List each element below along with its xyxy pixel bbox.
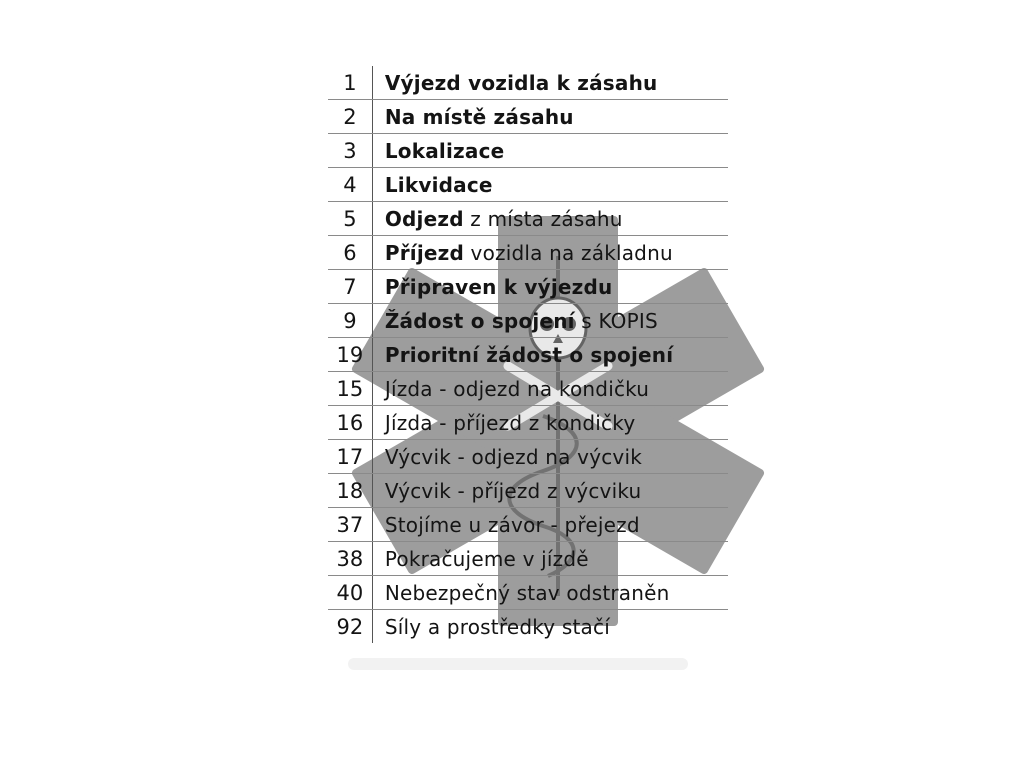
- status-code-number: 16: [328, 406, 372, 440]
- status-code-label-rest: Jízda - příjezd z kondičky: [384, 410, 636, 435]
- status-code-sheet: [328, 66, 728, 686]
- status-code-label-rest: z místa zásahu: [463, 206, 623, 231]
- status-code-number: 3: [328, 134, 372, 168]
- status-code-number: 4: [328, 168, 372, 202]
- status-code-label: [372, 236, 728, 270]
- page-shadow: [348, 658, 688, 670]
- table-row: [328, 440, 728, 474]
- status-code-number: 7: [328, 270, 372, 304]
- table-row: [328, 542, 728, 576]
- status-code-label-bold: Likvidace: [384, 172, 493, 197]
- table-row: [328, 508, 728, 542]
- status-code-number: 92: [328, 610, 372, 644]
- status-code-label-rest: Jízda - odjezd na kondičku: [384, 376, 650, 401]
- status-code-label-rest: Výcvik - příjezd z výcviku: [384, 478, 642, 503]
- status-code-label: [372, 406, 728, 440]
- status-code-label-rest: Stojíme u závor - přejezd: [384, 512, 640, 537]
- status-code-label: [372, 610, 728, 644]
- status-code-number: 40: [328, 576, 372, 610]
- status-code-number: 2: [328, 100, 372, 134]
- table-row: [328, 576, 728, 610]
- table-row: [328, 474, 728, 508]
- status-code-number: 17: [328, 440, 372, 474]
- status-code-label-bold: Lokalizace: [384, 138, 505, 163]
- status-code-label: [372, 270, 728, 304]
- status-code-number: 9: [328, 304, 372, 338]
- status-code-number: 18: [328, 474, 372, 508]
- status-code-label: [372, 202, 728, 236]
- status-code-label-rest: Výcvik - odjezd na výcvik: [384, 444, 643, 469]
- table-row: [328, 168, 728, 202]
- status-code-label-bold: Na místě zásahu: [384, 104, 574, 129]
- status-code-label: [372, 440, 728, 474]
- table-row: [328, 270, 728, 304]
- status-code-label-bold: Odjezd: [384, 206, 464, 231]
- table-row: [328, 406, 728, 440]
- status-code-label-bold: Žádost o spojení: [384, 308, 575, 333]
- status-code-label-bold: Prioritní žádost o spojení: [384, 342, 674, 367]
- status-code-number: 19: [328, 338, 372, 372]
- status-code-number: 15: [328, 372, 372, 406]
- status-code-label: [372, 168, 728, 202]
- status-code-label-rest: Nebezpečný stav odstraněn: [384, 580, 670, 605]
- status-code-label-bold: Výjezd vozidla k zásahu: [384, 70, 658, 95]
- status-code-label-rest: vozidla na základnu: [464, 240, 673, 265]
- status-code-label-bold: Příjezd: [384, 240, 464, 265]
- status-code-label: [372, 542, 728, 576]
- table-row: [328, 372, 728, 406]
- table-row: [328, 304, 728, 338]
- status-code-label-rest: Pokračujeme v jízdě: [384, 546, 589, 571]
- status-code-number: 5: [328, 202, 372, 236]
- status-code-number: 6: [328, 236, 372, 270]
- status-code-label: [372, 100, 728, 134]
- table-row: [328, 134, 728, 168]
- status-code-number: 37: [328, 508, 372, 542]
- status-code-label: [372, 134, 728, 168]
- status-code-label-rest: Síly a prostředky stačí: [384, 614, 610, 639]
- status-code-label: [372, 576, 728, 610]
- table-row: [328, 100, 728, 134]
- status-code-label: [372, 474, 728, 508]
- status-code-label: [372, 508, 728, 542]
- table-row: [328, 236, 728, 270]
- status-code-number: 38: [328, 542, 372, 576]
- status-code-label: [372, 66, 728, 100]
- table-row: [328, 610, 728, 644]
- status-code-label: [372, 372, 728, 406]
- status-code-label-bold: Připraven k výjezdu: [384, 274, 613, 299]
- status-code-label: [372, 304, 728, 338]
- table-row: [328, 338, 728, 372]
- table-row: [328, 66, 728, 100]
- status-code-table: [328, 66, 728, 643]
- status-code-number: 1: [328, 66, 372, 100]
- status-code-label-rest: s KOPIS: [574, 308, 658, 333]
- table-row: [328, 202, 728, 236]
- status-code-label: [372, 338, 728, 372]
